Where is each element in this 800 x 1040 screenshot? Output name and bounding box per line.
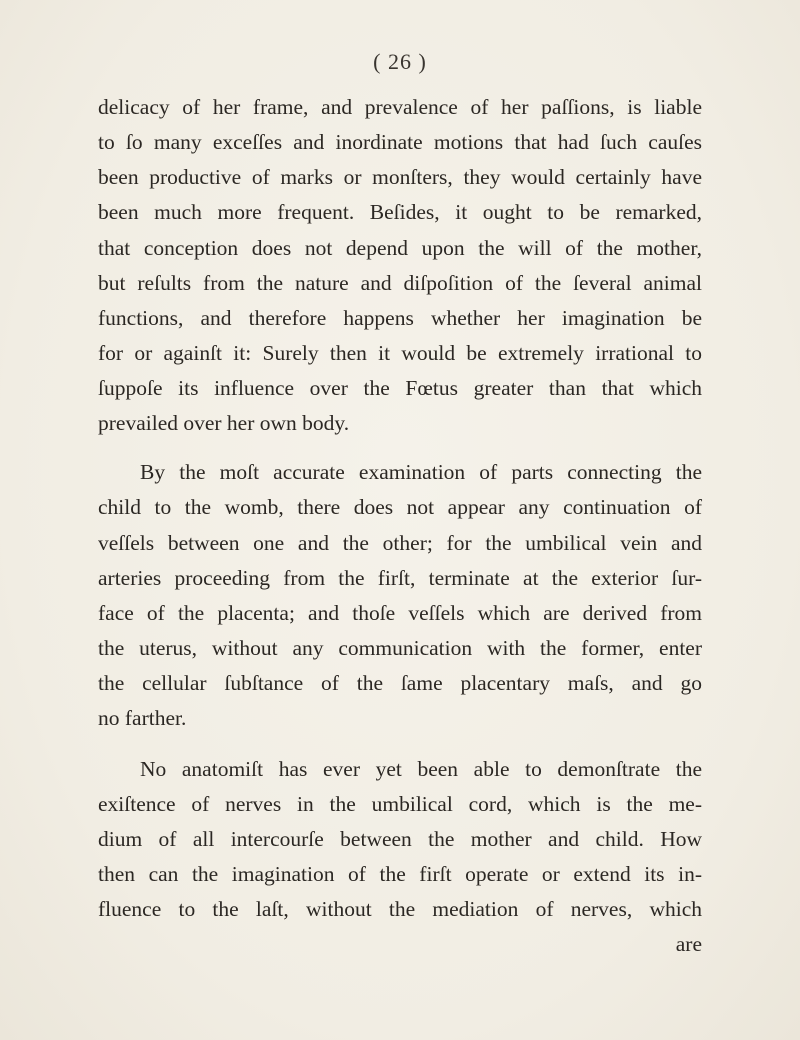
text-line: been much more frequent. Beſides, it ought to be remarked, xyxy=(98,200,702,224)
text-line: delicacy of her frame, and prevalence of her paſſions, is liable xyxy=(98,95,702,119)
text-line: arteries proceeding from the firſt, terminate at the exterior ſur- xyxy=(98,566,702,590)
text-line: the cellular ſubſtance of the ſame placentary maſs, and go xyxy=(98,671,702,695)
text-line: but reſults from the nature and diſpoſition of the ſeveral animal xyxy=(98,271,702,295)
text-line: face of the placenta; and thoſe veſſels which are derived from xyxy=(98,601,702,625)
text-line: fluence to the laſt, without the mediation of nerves, which xyxy=(98,897,702,921)
page-number: ( 26 ) xyxy=(373,49,427,74)
text-line: the uterus, without any communication with the former, enter xyxy=(98,636,702,660)
text-line: to ſo many exceſſes and inordinate motions that had ſuch cauſes xyxy=(98,130,702,154)
text-line: By the moſt accurate examination of parts connecting the xyxy=(140,460,702,484)
text-line: exiſtence of nerves in the umbilical cord, which is the me- xyxy=(98,792,702,816)
text-line: No anatomiſt has ever yet been able to demonſtrate the xyxy=(140,757,702,781)
catchword: are xyxy=(675,932,702,956)
text-line: functions, and therefore happens whether her imagination be xyxy=(98,306,702,330)
text-line: veſſels between one and the other; for the umbilical vein and xyxy=(98,531,702,555)
text-line: ſuppoſe its influence over the Fœtus greater than that which xyxy=(98,376,702,400)
text-line: no farther. xyxy=(98,706,187,730)
text-line: that conception does not depend upon the will of the mother, xyxy=(98,236,702,260)
text-line: dium of all intercourſe between the mother and child. How xyxy=(98,827,702,851)
text-line: been productive of marks or monſters, they would certainly have xyxy=(98,165,702,189)
text-line: prevailed over her own body. xyxy=(98,411,350,435)
text-line: child to the womb, there does not appear any continuation of xyxy=(98,495,702,519)
text-line: for or againſt it: Surely then it would be extremely irrational to xyxy=(98,341,702,365)
text-line: then can the imagination of the firſt operate or extend its in- xyxy=(98,862,702,886)
